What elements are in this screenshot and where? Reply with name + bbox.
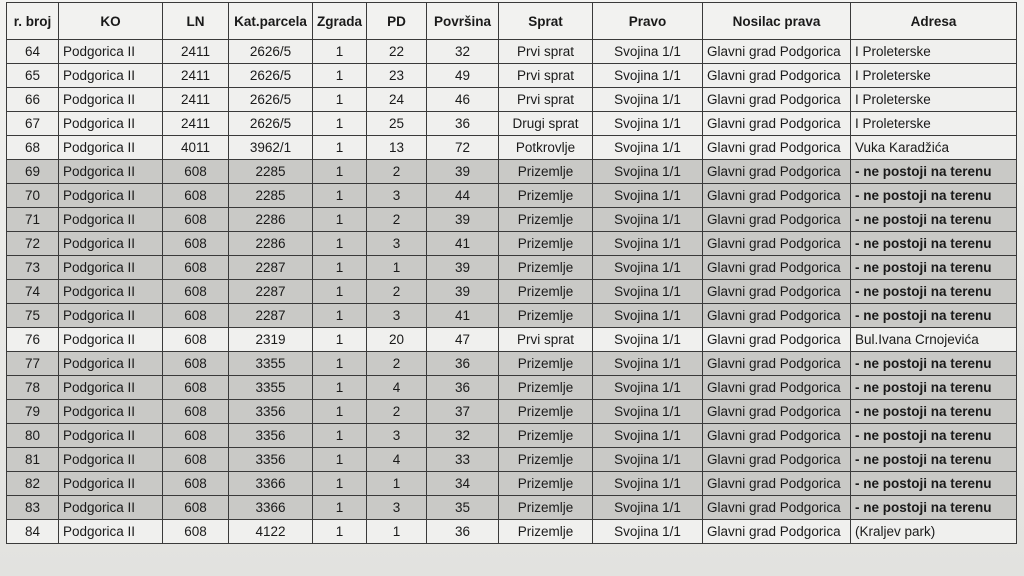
table-body — [7, 40, 1017, 544]
cell-zgrada: 1 — [313, 160, 367, 184]
cell-ln: 608 — [163, 400, 229, 424]
cell-ln: 608 — [163, 328, 229, 352]
cell-adresa: - ne postoji na terenu — [851, 232, 1017, 256]
cell-nosilac-prava: Glavni grad Podgorica — [703, 160, 851, 184]
cell-ln: 608 — [163, 376, 229, 400]
cell-r-broj: 82 — [7, 472, 59, 496]
cell-r-broj: 80 — [7, 424, 59, 448]
cell-pravo: Svojina 1/1 — [593, 88, 703, 112]
cell-zgrada: 1 — [313, 184, 367, 208]
cell-pravo: Svojina 1/1 — [593, 184, 703, 208]
cell-nosilac-prava: Glavni grad Podgorica — [703, 208, 851, 232]
cell-nosilac-prava: Glavni grad Podgorica — [703, 400, 851, 424]
cell-nosilac-prava: Glavni grad Podgorica — [703, 376, 851, 400]
cell-ko: Podgorica II — [59, 472, 163, 496]
header-row — [7, 3, 1017, 40]
cell-zgrada: 1 — [313, 376, 367, 400]
cell-ln: 608 — [163, 448, 229, 472]
cell-sprat: Prvi sprat — [499, 40, 593, 64]
cell-zgrada: 1 — [313, 472, 367, 496]
cell-ln: 608 — [163, 232, 229, 256]
cell-pravo: Svojina 1/1 — [593, 208, 703, 232]
cell-kat-parcela: 2626/5 — [229, 88, 313, 112]
header-kat-parcela: Kat.parcela — [229, 3, 313, 40]
cell-nosilac-prava: Glavni grad Podgorica — [703, 496, 851, 520]
table-row — [7, 136, 1017, 160]
cell-adresa: - ne postoji na terenu — [851, 400, 1017, 424]
cell-r-broj: 69 — [7, 160, 59, 184]
cell-povrsina: 36 — [427, 376, 499, 400]
cell-nosilac-prava: Glavni grad Podgorica — [703, 304, 851, 328]
cell-kat-parcela: 3355 — [229, 376, 313, 400]
cell-kat-parcela: 4122 — [229, 520, 313, 544]
cell-ln: 2411 — [163, 40, 229, 64]
cell-pd: 4 — [367, 448, 427, 472]
cell-sprat: Prizemlje — [499, 160, 593, 184]
cell-adresa: - ne postoji na terenu — [851, 352, 1017, 376]
cell-ko: Podgorica II — [59, 496, 163, 520]
cell-sprat: Prizemlje — [499, 256, 593, 280]
cell-zgrada: 1 — [313, 88, 367, 112]
cell-kat-parcela: 3366 — [229, 496, 313, 520]
cell-pravo: Svojina 1/1 — [593, 424, 703, 448]
cell-sprat: Potkrovlje — [499, 136, 593, 160]
cell-zgrada: 1 — [313, 256, 367, 280]
cell-sprat: Prizemlje — [499, 376, 593, 400]
cell-ko: Podgorica II — [59, 304, 163, 328]
cell-ko: Podgorica II — [59, 376, 163, 400]
cell-kat-parcela: 3962/1 — [229, 136, 313, 160]
cell-adresa: - ne postoji na terenu — [851, 448, 1017, 472]
cell-pd: 1 — [367, 256, 427, 280]
cell-adresa: - ne postoji na terenu — [851, 280, 1017, 304]
cell-adresa: - ne postoji na terenu — [851, 472, 1017, 496]
cell-adresa: - ne postoji na terenu — [851, 424, 1017, 448]
cell-povrsina: 41 — [427, 304, 499, 328]
cell-zgrada: 1 — [313, 424, 367, 448]
header-pravo: Pravo — [593, 3, 703, 40]
cell-nosilac-prava: Glavni grad Podgorica — [703, 424, 851, 448]
cell-kat-parcela: 2286 — [229, 232, 313, 256]
cell-sprat: Prizemlje — [499, 496, 593, 520]
cell-ko: Podgorica II — [59, 160, 163, 184]
cell-sprat: Prvi sprat — [499, 328, 593, 352]
cell-adresa: I Proleterske — [851, 40, 1017, 64]
table-row — [7, 448, 1017, 472]
cell-kat-parcela: 2287 — [229, 304, 313, 328]
cell-nosilac-prava: Glavni grad Podgorica — [703, 88, 851, 112]
table-row — [7, 160, 1017, 184]
cell-povrsina: 32 — [427, 40, 499, 64]
cell-ln: 608 — [163, 520, 229, 544]
cell-r-broj: 67 — [7, 112, 59, 136]
header-r-broj: r. broj — [7, 3, 59, 40]
table-row — [7, 376, 1017, 400]
cell-pravo: Svojina 1/1 — [593, 496, 703, 520]
cell-r-broj: 70 — [7, 184, 59, 208]
cell-pd: 24 — [367, 88, 427, 112]
cell-pd: 23 — [367, 64, 427, 88]
cell-ln: 608 — [163, 256, 229, 280]
cell-ko: Podgorica II — [59, 352, 163, 376]
cell-povrsina: 39 — [427, 280, 499, 304]
cell-ko: Podgorica II — [59, 112, 163, 136]
cell-sprat: Prizemlje — [499, 352, 593, 376]
header-zgrada: Zgrada — [313, 3, 367, 40]
cell-r-broj: 78 — [7, 376, 59, 400]
header-ko: KO — [59, 3, 163, 40]
cell-sprat: Prizemlje — [499, 424, 593, 448]
cell-povrsina: 36 — [427, 352, 499, 376]
cell-sprat: Prizemlje — [499, 472, 593, 496]
cell-sprat: Prizemlje — [499, 232, 593, 256]
cell-sprat: Prvi sprat — [499, 64, 593, 88]
cell-pd: 25 — [367, 112, 427, 136]
cell-zgrada: 1 — [313, 136, 367, 160]
cell-r-broj: 83 — [7, 496, 59, 520]
cell-povrsina: 36 — [427, 112, 499, 136]
cell-r-broj: 65 — [7, 64, 59, 88]
cell-pd: 13 — [367, 136, 427, 160]
cell-adresa: - ne postoji na terenu — [851, 160, 1017, 184]
cell-ko: Podgorica II — [59, 136, 163, 160]
cell-adresa: - ne postoji na terenu — [851, 208, 1017, 232]
cell-povrsina: 39 — [427, 256, 499, 280]
cell-ko: Podgorica II — [59, 448, 163, 472]
cell-povrsina: 49 — [427, 64, 499, 88]
cell-ko: Podgorica II — [59, 256, 163, 280]
cell-ko: Podgorica II — [59, 64, 163, 88]
table-row — [7, 88, 1017, 112]
cell-zgrada: 1 — [313, 64, 367, 88]
cell-sprat: Prvi sprat — [499, 88, 593, 112]
cell-r-broj: 76 — [7, 328, 59, 352]
cell-nosilac-prava: Glavni grad Podgorica — [703, 64, 851, 88]
cell-pravo: Svojina 1/1 — [593, 376, 703, 400]
table-row — [7, 472, 1017, 496]
table-row — [7, 424, 1017, 448]
table-row — [7, 184, 1017, 208]
cell-kat-parcela: 3366 — [229, 472, 313, 496]
cell-ln: 608 — [163, 472, 229, 496]
cell-r-broj: 81 — [7, 448, 59, 472]
cell-pravo: Svojina 1/1 — [593, 304, 703, 328]
table-row — [7, 400, 1017, 424]
table-row — [7, 304, 1017, 328]
cell-r-broj: 73 — [7, 256, 59, 280]
cell-povrsina: 72 — [427, 136, 499, 160]
cell-adresa: - ne postoji na terenu — [851, 184, 1017, 208]
cell-ln: 608 — [163, 496, 229, 520]
cell-pravo: Svojina 1/1 — [593, 136, 703, 160]
cell-ko: Podgorica II — [59, 424, 163, 448]
cell-nosilac-prava: Glavni grad Podgorica — [703, 184, 851, 208]
cell-ln: 608 — [163, 184, 229, 208]
cell-povrsina: 35 — [427, 496, 499, 520]
cell-zgrada: 1 — [313, 232, 367, 256]
cell-adresa: (Kraljev park) — [851, 520, 1017, 544]
cell-pravo: Svojina 1/1 — [593, 280, 703, 304]
cell-ko: Podgorica II — [59, 280, 163, 304]
cell-povrsina: 39 — [427, 160, 499, 184]
cell-kat-parcela: 3355 — [229, 352, 313, 376]
cell-adresa: Vuka Karadžića — [851, 136, 1017, 160]
cell-adresa: - ne postoji na terenu — [851, 304, 1017, 328]
cell-zgrada: 1 — [313, 400, 367, 424]
cell-sprat: Prizemlje — [499, 184, 593, 208]
cell-pravo: Svojina 1/1 — [593, 520, 703, 544]
cell-kat-parcela: 2287 — [229, 256, 313, 280]
cell-nosilac-prava: Glavni grad Podgorica — [703, 232, 851, 256]
cell-kat-parcela: 3356 — [229, 400, 313, 424]
cell-r-broj: 64 — [7, 40, 59, 64]
cell-pravo: Svojina 1/1 — [593, 64, 703, 88]
table-row — [7, 352, 1017, 376]
cell-r-broj: 66 — [7, 88, 59, 112]
cell-povrsina: 32 — [427, 424, 499, 448]
cell-zgrada: 1 — [313, 208, 367, 232]
cell-pravo: Svojina 1/1 — [593, 448, 703, 472]
cell-pd: 3 — [367, 496, 427, 520]
table-row — [7, 280, 1017, 304]
cell-nosilac-prava: Glavni grad Podgorica — [703, 472, 851, 496]
cell-povrsina: 34 — [427, 472, 499, 496]
table-row — [7, 232, 1017, 256]
table-row — [7, 496, 1017, 520]
cell-ln: 2411 — [163, 88, 229, 112]
cell-pd: 2 — [367, 352, 427, 376]
cell-zgrada: 1 — [313, 304, 367, 328]
cell-kat-parcela: 2626/5 — [229, 40, 313, 64]
cell-adresa: I Proleterske — [851, 112, 1017, 136]
cell-pd: 20 — [367, 328, 427, 352]
cell-nosilac-prava: Glavni grad Podgorica — [703, 280, 851, 304]
cell-zgrada: 1 — [313, 496, 367, 520]
cell-sprat: Prizemlje — [499, 448, 593, 472]
cell-pravo: Svojina 1/1 — [593, 328, 703, 352]
cell-pd: 3 — [367, 304, 427, 328]
cell-pravo: Svojina 1/1 — [593, 352, 703, 376]
cell-adresa: - ne postoji na terenu — [851, 256, 1017, 280]
cell-ko: Podgorica II — [59, 184, 163, 208]
cell-kat-parcela: 2287 — [229, 280, 313, 304]
table-row — [7, 256, 1017, 280]
cell-r-broj: 84 — [7, 520, 59, 544]
cell-ln: 608 — [163, 424, 229, 448]
cell-nosilac-prava: Glavni grad Podgorica — [703, 112, 851, 136]
cell-nosilac-prava: Glavni grad Podgorica — [703, 520, 851, 544]
cell-r-broj: 79 — [7, 400, 59, 424]
cell-kat-parcela: 2626/5 — [229, 64, 313, 88]
cell-povrsina: 44 — [427, 184, 499, 208]
cell-povrsina: 39 — [427, 208, 499, 232]
cell-kat-parcela: 2285 — [229, 184, 313, 208]
cell-adresa: I Proleterske — [851, 64, 1017, 88]
cell-ko: Podgorica II — [59, 232, 163, 256]
header-povrsina: Površina — [427, 3, 499, 40]
cell-sprat: Drugi sprat — [499, 112, 593, 136]
cell-adresa: Bul.Ivana Crnojevića — [851, 328, 1017, 352]
cell-sprat: Prizemlje — [499, 400, 593, 424]
cell-ln: 2411 — [163, 64, 229, 88]
cell-pravo: Svojina 1/1 — [593, 40, 703, 64]
cell-ln: 4011 — [163, 136, 229, 160]
header-adresa: Adresa — [851, 3, 1017, 40]
cell-adresa: I Proleterske — [851, 88, 1017, 112]
cell-kat-parcela: 2626/5 — [229, 112, 313, 136]
cell-sprat: Prizemlje — [499, 208, 593, 232]
cell-povrsina: 37 — [427, 400, 499, 424]
cell-sprat: Prizemlje — [499, 520, 593, 544]
cell-ko: Podgorica II — [59, 40, 163, 64]
cell-pd: 22 — [367, 40, 427, 64]
cell-pd: 2 — [367, 160, 427, 184]
cell-pd: 2 — [367, 208, 427, 232]
cell-kat-parcela: 2319 — [229, 328, 313, 352]
cell-ln: 2411 — [163, 112, 229, 136]
cell-ko: Podgorica II — [59, 520, 163, 544]
cell-sprat: Prizemlje — [499, 304, 593, 328]
cell-ln: 608 — [163, 208, 229, 232]
cell-pd: 1 — [367, 520, 427, 544]
cell-ko: Podgorica II — [59, 328, 163, 352]
table-row — [7, 64, 1017, 88]
cell-pd: 2 — [367, 280, 427, 304]
cell-povrsina: 47 — [427, 328, 499, 352]
cell-r-broj: 72 — [7, 232, 59, 256]
cell-nosilac-prava: Glavni grad Podgorica — [703, 136, 851, 160]
cell-zgrada: 1 — [313, 448, 367, 472]
cell-povrsina: 33 — [427, 448, 499, 472]
cell-nosilac-prava: Glavni grad Podgorica — [703, 40, 851, 64]
header-nosilac-prava: Nosilac prava — [703, 3, 851, 40]
table-row — [7, 112, 1017, 136]
cell-kat-parcela: 3356 — [229, 448, 313, 472]
cell-kat-parcela: 3356 — [229, 424, 313, 448]
cell-zgrada: 1 — [313, 328, 367, 352]
cell-povrsina: 36 — [427, 520, 499, 544]
cell-povrsina: 41 — [427, 232, 499, 256]
cell-pd: 1 — [367, 472, 427, 496]
cell-pd: 3 — [367, 424, 427, 448]
cell-nosilac-prava: Glavni grad Podgorica — [703, 352, 851, 376]
cell-povrsina: 46 — [427, 88, 499, 112]
property-table — [6, 2, 1017, 544]
cell-r-broj: 71 — [7, 208, 59, 232]
table-row — [7, 208, 1017, 232]
cell-ko: Podgorica II — [59, 400, 163, 424]
cell-zgrada: 1 — [313, 352, 367, 376]
cell-r-broj: 68 — [7, 136, 59, 160]
cell-zgrada: 1 — [313, 280, 367, 304]
cell-pd: 4 — [367, 376, 427, 400]
cell-kat-parcela: 2285 — [229, 160, 313, 184]
cell-pravo: Svojina 1/1 — [593, 112, 703, 136]
cell-ko: Podgorica II — [59, 208, 163, 232]
cell-pd: 3 — [367, 232, 427, 256]
cell-nosilac-prava: Glavni grad Podgorica — [703, 448, 851, 472]
cell-ln: 608 — [163, 304, 229, 328]
cell-pd: 3 — [367, 184, 427, 208]
cell-r-broj: 77 — [7, 352, 59, 376]
table-row — [7, 328, 1017, 352]
cell-nosilac-prava: Glavni grad Podgorica — [703, 256, 851, 280]
cell-sprat: Prizemlje — [499, 280, 593, 304]
table-row — [7, 40, 1017, 64]
cell-ko: Podgorica II — [59, 88, 163, 112]
cell-adresa: - ne postoji na terenu — [851, 496, 1017, 520]
cell-zgrada: 1 — [313, 112, 367, 136]
cell-r-broj: 74 — [7, 280, 59, 304]
cell-pravo: Svojina 1/1 — [593, 400, 703, 424]
cell-ln: 608 — [163, 160, 229, 184]
cell-pravo: Svojina 1/1 — [593, 160, 703, 184]
cell-nosilac-prava: Glavni grad Podgorica — [703, 328, 851, 352]
cell-pd: 2 — [367, 400, 427, 424]
cell-r-broj: 75 — [7, 304, 59, 328]
header-pd: PD — [367, 3, 427, 40]
header-ln: LN — [163, 3, 229, 40]
table-row — [7, 520, 1017, 544]
cell-zgrada: 1 — [313, 40, 367, 64]
cell-ln: 608 — [163, 352, 229, 376]
cell-zgrada: 1 — [313, 520, 367, 544]
header-sprat: Sprat — [499, 3, 593, 40]
cell-pravo: Svojina 1/1 — [593, 232, 703, 256]
cell-kat-parcela: 2286 — [229, 208, 313, 232]
cell-adresa: - ne postoji na terenu — [851, 376, 1017, 400]
cell-ln: 608 — [163, 280, 229, 304]
cell-pravo: Svojina 1/1 — [593, 472, 703, 496]
cell-pravo: Svojina 1/1 — [593, 256, 703, 280]
